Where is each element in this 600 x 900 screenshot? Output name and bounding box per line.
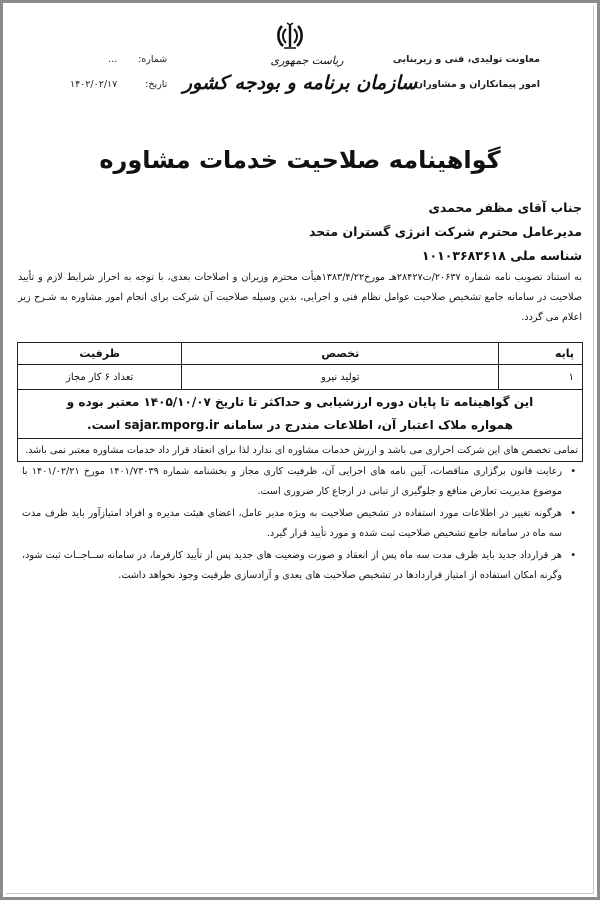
- department-line-1: معاونت تولیدی، فنی و زیربنایی: [392, 54, 540, 65]
- organization-name: سازمان برنامه و بودجه کشور: [182, 72, 418, 94]
- validity-line-1: این گواهینامه تا پایان دوره ارزشیابی و حداکثر تا تاریخ ۱۴۰۵/۱۰/۰۷ معتبر بوده و: [66, 395, 534, 409]
- list-item-text: هر قرارداد جدید باید ظرف مدت سه ماه پس از انعقاد و صورت وضعیت های جدید پس از تأیید کارفرما، در سامانه ســاجــات ثبت شود، وگرنه امکان استفاده از امتیاز قراردادها در تشخیص صلاحیت های بعدی و آزادسازی ظرفیت وجود نخواهد داشت.: [22, 550, 562, 581]
- validity-line-2: همواره ملاک اعتبار آن، اطلاعات مندرج در سامانه sajar.mporg.ir است.: [87, 418, 513, 432]
- addressee-position: مدیرعامل محترم شرکت انرژی گستران متحد: [309, 224, 582, 239]
- number-label: شماره:: [138, 54, 168, 65]
- header-base: پایه: [499, 343, 583, 365]
- cell-specialty: تولید نیرو: [182, 365, 499, 390]
- iran-emblem-icon: [276, 22, 304, 52]
- table-row: [18, 365, 583, 390]
- cell-capacity: تعداد ۶ کار مجاز: [18, 365, 182, 390]
- bullet-icon: •: [570, 550, 576, 561]
- organization-subtitle: ریاست جمهوری: [270, 54, 344, 67]
- qualification-table: [17, 342, 583, 462]
- table-header-row: [18, 343, 583, 365]
- bullet-icon: •: [570, 466, 576, 477]
- list-item-text: هرگونه تغییر در اطلاعات مورد استفاده در تشخیص صلاحیت به ویژه مدیر عامل، اعضای هیئت مدیره و افراد امتیازآور باید ظرف مدت سه ماه در سامانه جامع تشخیص صلاحیت ثبت شده و مورد تأیید قرار گیرد.: [22, 508, 562, 539]
- date-value: ۱۴۰۲/۰۲/۱۷: [70, 79, 118, 90]
- bullet-icon: •: [570, 508, 576, 519]
- list-item: [22, 504, 580, 543]
- list-item-text: رعایت قانون برگزاری مناقصات، آیین نامه های اجرایی آن، ظرفیت کاری مجاز و بخشنامه شماره ۱۴۰۱/۷۳۰۳۹ مورخ ۱۴۰۱/۰۲/۲۱ با موضوع مدیریت تعارض منافع و جلوگیری از تبانی در ارجاع کار ضروری است.: [22, 466, 562, 497]
- number-value: ...: [108, 54, 118, 65]
- note-row: [18, 439, 583, 462]
- list-item: [22, 462, 580, 501]
- national-id: شناسه ملی ۱۰۱۰۳۶۸۳۶۱۸: [421, 248, 582, 263]
- validity-row: [18, 390, 583, 439]
- header-capacity: ظرفیت: [18, 343, 182, 365]
- date-label: تاریخ:: [145, 79, 168, 90]
- addressee-name: جناب آقای مظفر محمدی: [428, 200, 582, 215]
- addressee-block: [309, 196, 582, 268]
- conditions-list: [22, 462, 580, 588]
- validity-cell: [18, 390, 583, 439]
- certificate-title: گواهینامه صلاحیت خدمات مشاوره: [99, 146, 501, 174]
- cell-base: ۱: [499, 365, 583, 390]
- list-item: [22, 546, 580, 585]
- department-line-2: امور پیمانکاران و مشاوران: [414, 79, 540, 90]
- header-specialty: تخصص: [182, 343, 499, 365]
- body-paragraph: به استناد تصویب نامه شماره ۲۰۶۳۷/ت۲۸۴۲۷هـ مورخ۱۳۸۳/۴/۲۲هیأت محترم وزیران و اصلاحات بعدی، با توجه به احراز شرایط لازم و تأیید صلاحیت در سامانه جامع تشخیص صلاحیت عوامل نظام فنی و اجرایی، بدین وسیله صلاحیت آن شرکت برای انجام امور مشاوره به شـرح زیر اعلام می گردد.: [18, 272, 582, 323]
- note-cell: تمامی تخصص های این شرکت احرازی می باشد و ارزش خدمات مشاوره ای ندارد لذا برای انعقاد قرار داد خدمات مشاوره معتبر نمی باشد.: [18, 439, 583, 462]
